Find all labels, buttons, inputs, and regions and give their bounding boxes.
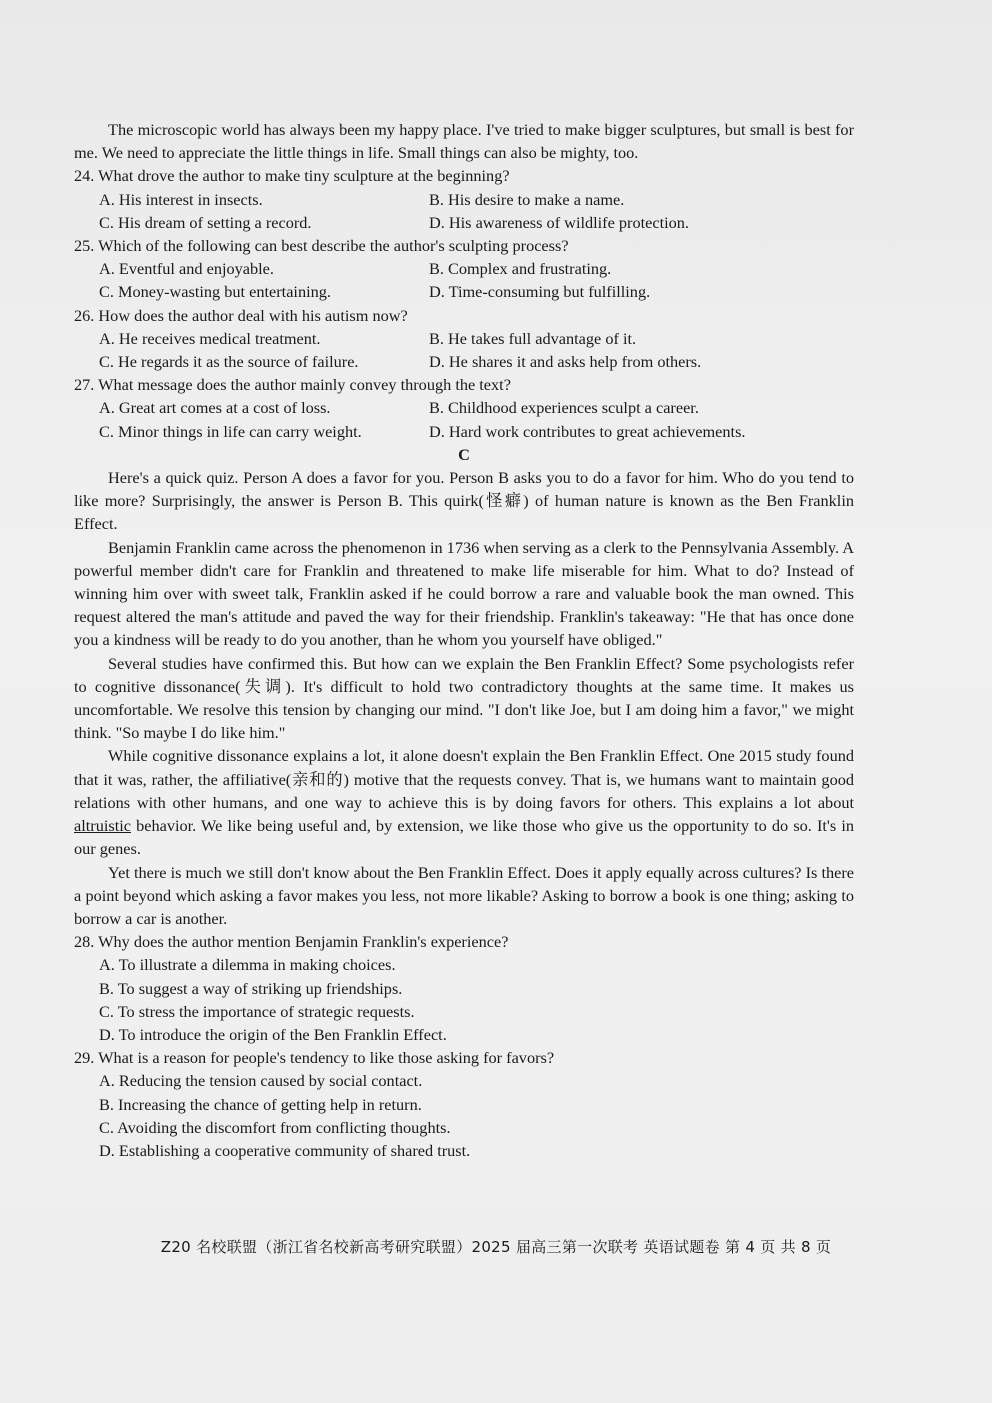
question-24 bbox=[74, 164, 854, 234]
question-stem: 28. Why does the author mention Benjamin Franklin's experience? bbox=[74, 932, 509, 952]
question-26 bbox=[74, 304, 854, 374]
paragraph-text: behavior. We like being useful and, by extension, we like those who give us the opportunity to do so. It's in our genes. bbox=[74, 816, 854, 859]
option-a: A. To illustrate a dilemma in making choices. bbox=[99, 955, 396, 975]
passage-paragraph: Benjamin Franklin came across the phenomenon in 1736 when serving as a clerk to the Pennsylvania Assembly. A powerful member didn't care for Franklin and threatened to make life miserable for him. What to do? Instead of winning him over with sweet talk, Franklin asked if he could borrow a rare and valuable book the man owned. This request altered the man's attitude and paved the way for their friendship. Franklin's takeaway: "He that has once done you a kindness will be ready to do you another, than he whom you yourself have obliged." bbox=[74, 537, 854, 650]
question-stem: 26. How does the author deal with his autism now? bbox=[74, 305, 408, 325]
option-c: C. His dream of setting a record. bbox=[99, 212, 312, 232]
question-28 bbox=[74, 930, 854, 1046]
option-c: C. Avoiding the discomfort from conflicting thoughts. bbox=[99, 1117, 451, 1137]
section-heading: C bbox=[458, 444, 470, 464]
option-b: B. His desire to make a name. bbox=[429, 189, 625, 209]
option-c: C. Money-wasting but entertaining. bbox=[99, 282, 331, 302]
option-b: B. Increasing the chance of getting help in return. bbox=[99, 1094, 422, 1114]
passage-paragraph: Several studies have confirmed this. But how can we explain the Ben Franklin Effect? Some psychologists refer to cognitive dissonance(失调). It's difficult to hold two contradictory thoughts at the same time. It makes us uncomfortable. We resolve this tension by changing our mind. "I don't like Joe, but I am doing him a favor," we might think. "So maybe I do like him." bbox=[74, 653, 854, 743]
option-c: C. He regards it as the source of failure. bbox=[99, 352, 359, 372]
page-content bbox=[74, 118, 854, 1162]
option-a: A. He receives medical treatment. bbox=[99, 328, 321, 348]
underlined-word: altruistic bbox=[74, 816, 131, 836]
option-c: C. To stress the importance of strategic requests. bbox=[99, 1001, 415, 1021]
question-29 bbox=[74, 1046, 854, 1162]
option-d: D. Hard work contributes to great achievements. bbox=[429, 421, 746, 441]
question-stem: 24. What drove the author to make tiny sculpture at the beginning? bbox=[74, 166, 510, 186]
option-d: D. He shares it and asks help from others. bbox=[429, 352, 702, 372]
passage-paragraph: Here's a quick quiz. Person A does a favor for you. Person B asks you to do a favor for him. Who do you tend to like more? Surprisingly, the answer is Person B. This quirk(怪癖) of human nature is known as the Ben Franklin Effect. bbox=[74, 468, 854, 534]
option-a: A. Great art comes at a cost of loss. bbox=[99, 398, 331, 418]
page-footer: Z20 名校联盟（浙江省名校新高考研究联盟）2025 届高三第一次联考 英语试题卷 第 4 页 共 8 页 bbox=[160, 1238, 832, 1256]
option-d: D. Establishing a cooperative community of shared trust. bbox=[99, 1140, 471, 1160]
option-a: A. His interest in insects. bbox=[99, 189, 263, 209]
option-b: B. Childhood experiences sculpt a career. bbox=[429, 398, 699, 418]
option-d: D. To introduce the origin of the Ben Franklin Effect. bbox=[99, 1024, 447, 1044]
question-stem: 25. Which of the following can best describe the author's sculpting process? bbox=[74, 236, 569, 256]
question-25 bbox=[74, 234, 854, 304]
passage-paragraph: Yet there is much we still don't know about the Ben Franklin Effect. Does it apply equally across cultures? Is there a point beyond which asking a favor makes you less, not more likable? Asking to borrow a book is one thing; asking to borrow a car is another. bbox=[74, 862, 854, 928]
paragraph-text: While cognitive dissonance explains a lot, it alone doesn't explain the Ben Franklin Effect. One 2015 study found that it was, rather, the affiliative(亲和的) motive that the requests convey. That is, we humans want to maintain good relations with other humans, and one way to achieve this is by doing favors for others. This explains a lot about bbox=[74, 746, 854, 812]
option-a: A. Eventful and enjoyable. bbox=[99, 259, 274, 279]
question-27 bbox=[74, 373, 854, 443]
option-b: B. He takes full advantage of it. bbox=[429, 328, 637, 348]
question-stem: 27. What message does the author mainly convey through the text? bbox=[74, 375, 511, 395]
intro-paragraph: The microscopic world has always been my happy place. I've tried to make bigger sculptures, but small is best for me. We need to appreciate the little things in life. Small things can also be mighty, too. bbox=[74, 120, 854, 163]
option-b: B. Complex and frustrating. bbox=[429, 259, 612, 279]
option-d: D. Time-consuming but fulfilling. bbox=[429, 282, 651, 302]
option-b: B. To suggest a way of striking up friendships. bbox=[99, 978, 403, 998]
passage-paragraph bbox=[74, 744, 854, 860]
option-d: D. His awareness of wildlife protection. bbox=[429, 212, 689, 232]
question-stem: 29. What is a reason for people's tendency to like those asking for favors? bbox=[74, 1048, 555, 1068]
option-a: A. Reducing the tension caused by social contact. bbox=[99, 1071, 423, 1091]
option-c: C. Minor things in life can carry weight. bbox=[99, 421, 362, 441]
